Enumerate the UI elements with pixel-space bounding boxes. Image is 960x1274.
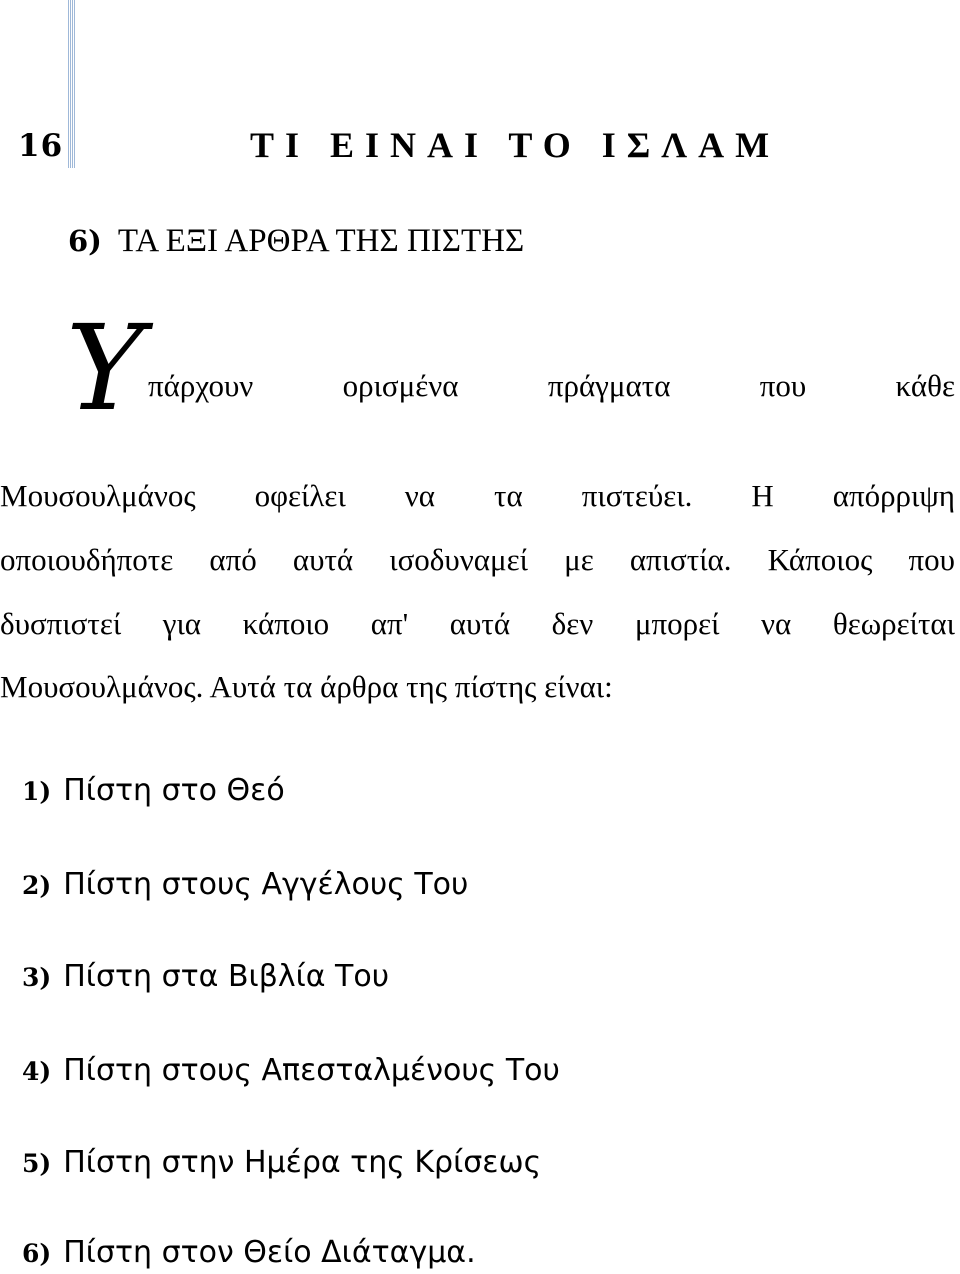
article-item-5 (22, 1142, 541, 1184)
article-text: Πίστη στα Βιβλία Του (63, 959, 390, 994)
article-text: Πίστη στην Ημέρα της Κρίσεως (63, 1145, 542, 1180)
article-text: Πίστη στους Αγγέλους Του (63, 867, 469, 902)
article-text: Πίστη στους Απεσταλμένους Του (63, 1053, 560, 1088)
intro-line-1: πάρχουν ορισμένα πράγματα που κάθε (148, 368, 955, 403)
article-number: 6) (22, 1239, 52, 1268)
article-number: 4) (22, 1057, 52, 1086)
article-item-3 (22, 956, 389, 998)
article-text: Πίστη στον Θείο Διάταγμα. (63, 1235, 476, 1270)
article-item-2 (22, 864, 468, 906)
article-number: 1) (22, 777, 52, 806)
intro-line-2: Μουσουλμάνος οφείλει να τα πιστεύει. Η απόρριψη (0, 478, 955, 513)
drop-cap-letter: Υ (66, 299, 144, 437)
header-decorative-rule (68, 0, 76, 168)
intro-line-3: οποιουδήποτε από αυτά ισοδυναμεί με απιστία. Κάποιος που (0, 542, 955, 577)
section-heading (68, 218, 524, 264)
article-item-1 (22, 770, 285, 812)
article-item-4 (22, 1050, 560, 1092)
article-number: 5) (22, 1149, 52, 1178)
running-title: ΤΙ ΕΙΝΑΙ ΤΟ ΙΣΛΑΜ (250, 125, 781, 165)
intro-line-5: Μουσουλμάνος. Αυτά τα άρθρα της πίστης είναι: (0, 669, 613, 704)
page-number: 16 (18, 128, 64, 164)
article-text: Πίστη στο Θεό (63, 773, 285, 808)
section-number: 6) (68, 224, 102, 258)
article-number: 3) (22, 963, 52, 992)
article-number: 2) (22, 871, 52, 900)
article-item-6 (22, 1232, 476, 1274)
intro-line-4: δυσπιστεί για κάποιο απ' αυτά δεν μπορεί να θεωρείται (0, 606, 955, 641)
section-title: ΤΑ ΕΞΙ ΑΡΘΡΑ ΤΗΣ ΠΙΣΤΗΣ (117, 223, 525, 259)
